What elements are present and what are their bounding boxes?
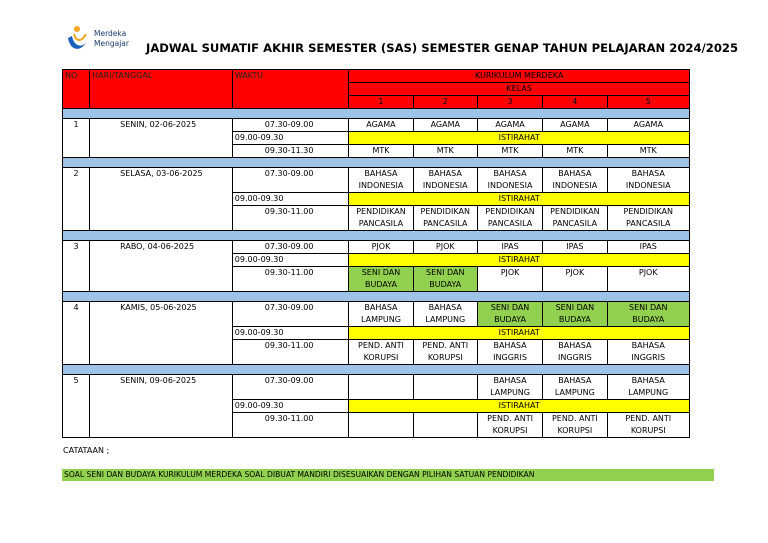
- cell-line: INDONESIA: [358, 181, 404, 190]
- merdeka-mengajar-logo: [66, 24, 146, 58]
- cell-line: PJOK: [500, 268, 520, 277]
- subject-cell: [349, 168, 413, 193]
- cell-line: LAMPUNG: [361, 315, 401, 324]
- cell-line: LAMPUNG: [490, 388, 530, 397]
- subject-cell: [413, 206, 477, 231]
- subject-cell: AGAMA: [607, 119, 690, 132]
- table-row: [63, 375, 690, 400]
- subject-cell: [477, 413, 542, 438]
- cell-line: PANCASILA: [423, 219, 468, 228]
- time-session-1: 07.30-09.00: [232, 375, 349, 400]
- time-session-2: 09.30-11.00: [232, 340, 349, 365]
- day-number: 5: [63, 375, 90, 438]
- cell-line: KORUPSI: [427, 353, 463, 362]
- day-number: 2: [63, 168, 90, 231]
- cell-line: PENDIDIKAN: [623, 207, 673, 216]
- time-break: 09.00-09.30: [232, 254, 349, 267]
- cell-line: BAHASA: [558, 169, 592, 178]
- cell-line: LAMPUNG: [554, 388, 595, 397]
- cell-line: BUDAYA: [632, 315, 665, 324]
- header-kurikulum: KURIKULUM MERDEKA: [349, 70, 690, 83]
- day-separator: [63, 158, 690, 168]
- subject-cell: [607, 375, 690, 400]
- page-title: JADWAL SUMATIF AKHIR SEMESTER (SAS) SEMESTER GENAP TAHUN PELAJARAN 2024/2025: [146, 41, 739, 55]
- subject-cell: MTK: [477, 145, 542, 158]
- cell-line: SENI DAN: [490, 303, 530, 312]
- subject-cell: [349, 302, 413, 327]
- cell-line: PENDIDIKAN: [550, 207, 600, 216]
- logo-text: Merdeka Mengajar: [94, 29, 129, 48]
- day-date: SENIN, 09-06-2025: [90, 375, 233, 438]
- subject-cell: [413, 168, 477, 193]
- header-class-1: 1: [349, 96, 413, 109]
- cell-line: PENDIDIKAN: [420, 207, 470, 216]
- cell-line: BAHASA: [364, 169, 398, 178]
- time-session-2: 09.30-11.00: [232, 206, 349, 231]
- cell-line: LAMPUNG: [628, 388, 669, 397]
- subject-cell: [543, 302, 607, 327]
- cell-line: INGGRIS: [557, 353, 592, 362]
- cell-line: PANCASILA: [487, 219, 533, 228]
- cell-line: SENI DAN: [629, 303, 668, 312]
- subject-cell: [607, 413, 690, 438]
- subject-cell: IPAS: [607, 241, 690, 254]
- day-date: SELASA, 03-06-2025: [90, 168, 233, 231]
- subject-cell: [477, 302, 542, 327]
- cell-line: INDONESIA: [625, 181, 671, 190]
- subject-cell: [413, 375, 477, 400]
- break-cell: ISTIRAHAT: [349, 132, 690, 145]
- cell-line: PANCASILA: [626, 219, 671, 228]
- day-separator: [63, 365, 690, 375]
- subject-cell: [349, 413, 413, 438]
- cell-line: BUDAYA: [558, 315, 591, 324]
- day-date: SENIN, 02-06-2025: [90, 119, 233, 158]
- cell-line: BUDAYA: [364, 280, 397, 289]
- subject-cell: IPAS: [477, 241, 542, 254]
- cell-line: INDONESIA: [487, 181, 533, 190]
- day-date: RABO, 04-06-2025: [90, 241, 233, 292]
- time-session-1: 07.30-09.00: [232, 241, 349, 254]
- subject-cell: [413, 413, 477, 438]
- cell-line: PANCASILA: [358, 219, 404, 228]
- header-hari: HARI/TANGGAL: [90, 70, 233, 109]
- cell-line: KORUPSI: [363, 353, 399, 362]
- cell-line: PEND. ANTI: [551, 414, 598, 423]
- time-session-2: 09.30-11.30: [232, 145, 349, 158]
- cell-line: PENDIDIKAN: [356, 207, 406, 216]
- subject-cell: [607, 267, 690, 292]
- subject-cell: [543, 413, 607, 438]
- cell-line: KORUPSI: [557, 426, 593, 435]
- cell-line: BAHASA: [631, 169, 665, 178]
- cell-line: PEND. ANTI: [625, 414, 672, 423]
- footer-note: SOAL SENI DAN BUDAYA KURIKULUM MERDEKA SOAL DIBUAT MANDIRI DISESUAIKAN DENGAN PILIHAN SATUAN PENDIDIKAN: [62, 469, 714, 481]
- header-class-3: 3: [477, 96, 542, 109]
- table-row: [63, 119, 690, 132]
- subject-cell: MTK: [607, 145, 690, 158]
- cell-line: KORUPSI: [492, 426, 528, 435]
- subject-cell: [477, 267, 542, 292]
- cell-line: INGGRIS: [631, 353, 666, 362]
- cell-line: INDONESIA: [422, 181, 468, 190]
- subject-cell: [543, 206, 607, 231]
- cell-line: BAHASA: [493, 341, 527, 350]
- time-session-1: 07.30-09.00: [232, 168, 349, 193]
- time-break: 09.00-09.30: [232, 132, 349, 145]
- table-row: [63, 168, 690, 193]
- subject-cell: [477, 375, 542, 400]
- break-cell: ISTIRAHAT: [349, 193, 690, 206]
- cell-line: SENI DAN: [426, 268, 465, 277]
- cell-line: BAHASA: [558, 376, 592, 385]
- cell-line: PJOK: [638, 268, 658, 277]
- cell-line: BAHASA: [428, 303, 462, 312]
- cell-line: BAHASA: [364, 303, 398, 312]
- time-break: 09.00-09.30: [232, 327, 349, 340]
- table-row: [63, 241, 690, 254]
- subject-cell: [477, 168, 542, 193]
- day-separator: [63, 109, 690, 119]
- cell-line: PANCASILA: [552, 219, 598, 228]
- subject-cell: PJOK: [413, 241, 477, 254]
- subject-cell: [349, 340, 413, 365]
- day-separator: [63, 231, 690, 241]
- cell-line: BAHASA: [631, 376, 665, 385]
- header-class-2: 2: [413, 96, 477, 109]
- day-date: KAMIS, 05-06-2025: [90, 302, 233, 365]
- cell-line: PEND. ANTI: [358, 341, 404, 350]
- subject-cell: [349, 375, 413, 400]
- time-session-2: 09.30-11.00: [232, 413, 349, 438]
- subject-cell: AGAMA: [349, 119, 413, 132]
- header-waktu: WAKTU: [232, 70, 349, 109]
- subject-cell: [543, 267, 607, 292]
- subject-cell: MTK: [349, 145, 413, 158]
- time-session-1: 07.30-09.00: [232, 119, 349, 132]
- logo-swoosh-icon: [66, 32, 92, 58]
- cell-line: PEND. ANTI: [487, 414, 533, 423]
- break-cell: ISTIRAHAT: [349, 400, 690, 413]
- subject-cell: MTK: [543, 145, 607, 158]
- day-number: 1: [63, 119, 90, 158]
- subject-cell: [413, 267, 477, 292]
- cell-line: SENI DAN: [361, 268, 401, 277]
- subject-cell: [607, 302, 690, 327]
- subject-cell: [607, 168, 690, 193]
- table-row: [63, 302, 690, 327]
- subject-cell: MTK: [413, 145, 477, 158]
- subject-cell: AGAMA: [413, 119, 477, 132]
- cell-line: KORUPSI: [630, 426, 666, 435]
- time-break: 09.00-09.30: [232, 400, 349, 413]
- cell-line: PJOK: [565, 268, 585, 277]
- subject-cell: IPAS: [543, 241, 607, 254]
- time-break: 09.00-09.30: [232, 193, 349, 206]
- header-class-5: 5: [607, 96, 690, 109]
- subject-cell: [477, 206, 542, 231]
- cell-line: LAMPUNG: [425, 315, 466, 324]
- catatan-label: CATATAAN ;: [63, 446, 110, 455]
- header-kelas: KELAS: [349, 83, 690, 96]
- time-session-1: 07.30-09.00: [232, 302, 349, 327]
- cell-line: BAHASA: [493, 169, 527, 178]
- subject-cell: [607, 340, 690, 365]
- subject-cell: [543, 375, 607, 400]
- schedule-table: [62, 69, 690, 438]
- day-separator: [63, 292, 690, 302]
- subject-cell: [543, 340, 607, 365]
- day-number: 4: [63, 302, 90, 365]
- cell-line: BAHASA: [631, 341, 665, 350]
- cell-line: SENI DAN: [555, 303, 595, 312]
- subject-cell: PJOK: [349, 241, 413, 254]
- subject-cell: [477, 340, 542, 365]
- time-session-2: 09.30-11.00: [232, 267, 349, 292]
- cell-line: BAHASA: [493, 376, 527, 385]
- subject-cell: [607, 206, 690, 231]
- subject-cell: [413, 302, 477, 327]
- cell-line: INGGRIS: [493, 353, 527, 362]
- subject-cell: [543, 168, 607, 193]
- subject-cell: [349, 206, 413, 231]
- break-cell: ISTIRAHAT: [349, 254, 690, 267]
- cell-line: BAHASA: [558, 341, 592, 350]
- cell-line: BUDAYA: [429, 280, 462, 289]
- cell-line: BUDAYA: [494, 315, 527, 324]
- subject-cell: AGAMA: [543, 119, 607, 132]
- subject-cell: AGAMA: [477, 119, 542, 132]
- subject-cell: [413, 340, 477, 365]
- day-number: 3: [63, 241, 90, 292]
- subject-cell: [349, 267, 413, 292]
- header-class-4: 4: [543, 96, 607, 109]
- cell-line: BAHASA: [428, 169, 462, 178]
- header-no: NO: [63, 70, 90, 109]
- cell-line: INDONESIA: [552, 181, 598, 190]
- cell-line: PEND. ANTI: [422, 341, 469, 350]
- cell-line: PENDIDIKAN: [485, 207, 535, 216]
- break-cell: ISTIRAHAT: [349, 327, 690, 340]
